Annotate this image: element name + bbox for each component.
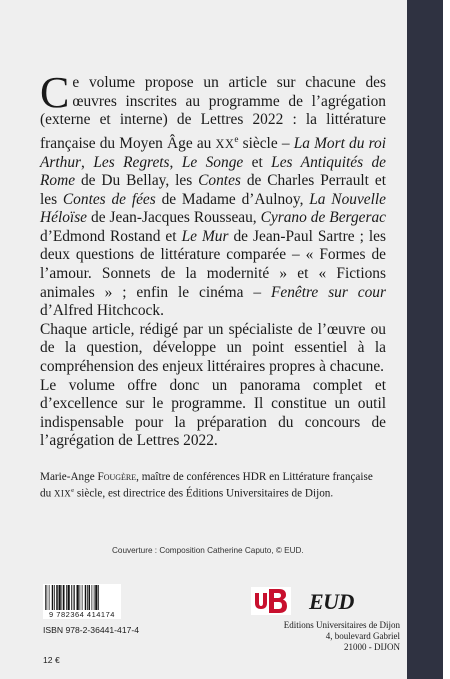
cover-credit: Couverture : Composition Catherine Caputo, © EUD. (112, 546, 304, 555)
publisher-city: 21000 - DIJON (344, 642, 400, 652)
description-text (40, 68, 387, 451)
barcode-bar (92, 585, 93, 610)
barcode-bar (77, 585, 79, 610)
barcode-bar (62, 585, 63, 610)
work-title: Contes de fées (62, 190, 156, 208)
paragraph-3: Le volume offre donc un panorama complet et d’excellence sur le programme. Il constitue un outil indispensable pour la préparation du concours de l’agrégation de Lettres 2022. (40, 376, 386, 450)
barcode (43, 584, 121, 619)
barcode-bar (52, 585, 54, 610)
barcode-bar (98, 585, 99, 610)
eud-logo: EUD (309, 589, 354, 614)
work-title: Le Songe (181, 153, 244, 171)
work-title: Fenêtre sur cour (270, 283, 386, 301)
barcode-bar (45, 585, 46, 610)
drop-cap: C (40, 68, 70, 117)
barcode-bar (56, 585, 58, 610)
barcode-bar (63, 585, 65, 610)
barcode-bar (82, 585, 83, 610)
work-title: Les Antiquités de Rome (40, 153, 387, 190)
barcode-bar (68, 585, 70, 610)
barcode-bar (47, 585, 48, 610)
barcode-number: 9 782364 414174 (43, 610, 121, 619)
barcode-bar (87, 585, 88, 610)
barcode-bar (66, 585, 67, 610)
isbn: ISBN 978-2-36441-417-4 (43, 625, 140, 635)
ub-logo (251, 587, 291, 615)
publisher-address (250, 620, 400, 653)
work-title: Contes (198, 172, 241, 190)
publisher-name: Editions Universitaires de Dijon (283, 620, 400, 630)
paragraph-2: Chaque article, rédigé par un spécialiste de l’œuvre ou de la question, développe un point essentiel à la compréhension des enjeux littéraires propres à chacune. (40, 320, 386, 376)
work-title: La Mort du roi Arthur (40, 134, 387, 171)
paragraph-1: Ce volume propose un article sur chacune des œuvres inscrites au programme de l’agrégation (externe et interne) de Lettres 2022 : la littérature française du Moyen Âge au XXe siècle – La Mort du roi Arthur, Les Regrets, Le Songe et Les Antiquités de Rome de Du Bellay, les Contes de Charles Perrault et les Contes de fées de Madame d’Aulnoy, La Nouvelle Héloïse de Jean-Jacques Rousseau, Cyrano de Bergerac d’Edmond Rostand et Le Mur de Jean-Paul Sartre ; les deux questions de littérature comparée – « Formes de l’amour. Sonnets de la modernité » et « Fictions animales » ; enfin le cinéma – Fenêtre sur cour d’Alfred Hitchcock. (40, 68, 387, 320)
barcode-bar (49, 585, 50, 610)
barcode-bars (43, 584, 121, 610)
barcode-bar (89, 585, 91, 610)
barcode-bar (80, 585, 81, 610)
publisher-street: 4, boulevard Gabriel (325, 631, 400, 641)
work-title: Le Mur (181, 227, 229, 245)
barcode-bar (74, 585, 75, 610)
spine-band (407, 0, 443, 679)
price: 12 € (43, 655, 60, 665)
barcode-bar (59, 585, 61, 610)
barcode-bar (54, 585, 55, 610)
barcode-bar (73, 585, 74, 610)
page-edge (443, 0, 450, 679)
barcode-bar (71, 585, 72, 610)
author-bio: Marie-Ange Fougère, maître de conférences HDR en Littérature française du XIXe siècle, est directrice des Éditions Universitaires de Dijon. (40, 471, 373, 500)
barcode-bar (85, 585, 87, 610)
author-surname: Fougère (97, 471, 137, 483)
barcode-bar (95, 585, 97, 610)
barcode-bar (94, 585, 95, 610)
work-title: Les Regrets (93, 153, 170, 171)
work-title: La Nouvelle Héloïse (40, 190, 387, 227)
work-title: Cyrano de Bergerac (260, 209, 386, 227)
